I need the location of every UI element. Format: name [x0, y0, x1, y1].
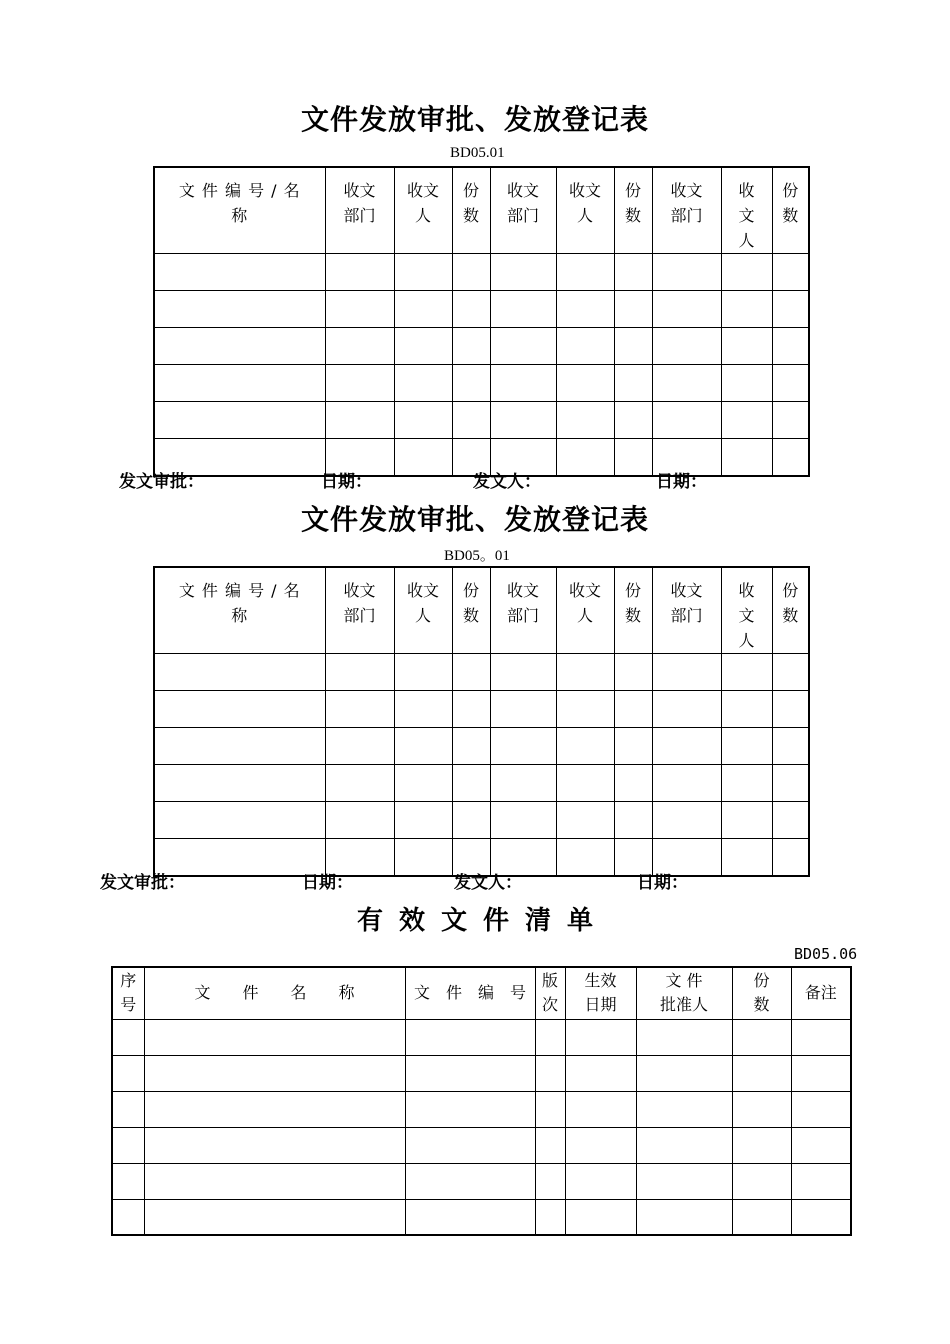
table-cell[interactable]: [154, 402, 325, 439]
table-cell[interactable]: [556, 765, 614, 802]
table-cell[interactable]: [394, 254, 452, 291]
table-row: [154, 402, 809, 439]
form2-header-text: 文: [738, 606, 755, 625]
table-cell[interactable]: [490, 802, 556, 839]
table-cell[interactable]: [394, 328, 452, 365]
table-row: [112, 1091, 851, 1127]
form2-header-text: 人: [738, 631, 755, 650]
form2-date1-label: 日期：: [302, 873, 353, 893]
table-cell[interactable]: [732, 1055, 791, 1091]
form3-header-cell: [732, 967, 791, 1019]
table-cell[interactable]: [154, 765, 325, 802]
form2-footer: [0, 868, 950, 892]
table-cell[interactable]: [394, 402, 452, 439]
form2-approval-label: 发文审批：: [100, 873, 185, 893]
form3-header-text: 日期: [584, 995, 617, 1015]
table-cell[interactable]: [452, 691, 490, 728]
table-cell[interactable]: [652, 802, 721, 839]
form1-header-text: 份: [782, 181, 799, 200]
form3-code: BD05.06: [794, 945, 858, 963]
table-cell[interactable]: [325, 765, 394, 802]
table-cell[interactable]: [732, 1127, 791, 1163]
form1-header-text: 部门: [343, 206, 376, 225]
form3-header-text: 文 件: [665, 971, 703, 991]
form2-header-text: 称: [231, 606, 249, 625]
table-cell[interactable]: [535, 1019, 565, 1055]
table-cell[interactable]: [144, 1163, 405, 1199]
form2-header-text: 份: [624, 581, 641, 600]
table-cell[interactable]: [791, 1055, 851, 1091]
table-cell[interactable]: [614, 654, 652, 691]
table-cell[interactable]: [791, 1163, 851, 1199]
form1-header-text: 人: [576, 206, 593, 225]
table-cell[interactable]: [490, 654, 556, 691]
table-cell[interactable]: [325, 254, 394, 291]
form1-header-text: 收文: [670, 181, 703, 200]
table-cell[interactable]: [405, 1019, 535, 1055]
table-cell[interactable]: [565, 1091, 636, 1127]
table-cell[interactable]: [144, 1019, 405, 1055]
form1-header-cell: [614, 167, 652, 254]
table-row: [154, 254, 809, 291]
table-cell[interactable]: [405, 1199, 535, 1235]
table-cell[interactable]: [452, 254, 490, 291]
table-cell[interactable]: [772, 728, 809, 765]
form3-header-cell: [112, 967, 144, 1019]
table-cell[interactable]: [732, 1019, 791, 1055]
form2-header-text: 收文: [568, 581, 601, 600]
form1-header-text: 文: [738, 206, 755, 225]
table-cell[interactable]: [154, 728, 325, 765]
table-cell[interactable]: [614, 328, 652, 365]
table-cell[interactable]: [636, 1055, 732, 1091]
table-cell[interactable]: [325, 728, 394, 765]
table-cell[interactable]: [112, 1055, 144, 1091]
form1-header-text: 人: [738, 231, 755, 250]
table-cell[interactable]: [614, 291, 652, 328]
table-row: [112, 1127, 851, 1163]
form2-header-cell: [652, 567, 721, 654]
form3-header-cell: [565, 967, 636, 1019]
table-cell[interactable]: [535, 1199, 565, 1235]
table-cell[interactable]: [144, 1199, 405, 1235]
form2-header-cell: [452, 567, 490, 654]
table-cell[interactable]: [565, 1019, 636, 1055]
form1-header-text: 收文: [568, 181, 601, 200]
form3-header-text: 批准人: [659, 995, 708, 1015]
form2-header-cell: [154, 567, 325, 654]
table-cell[interactable]: [556, 328, 614, 365]
form3-header-text: 生效: [584, 971, 617, 991]
table-cell[interactable]: [394, 365, 452, 402]
table-cell[interactable]: [452, 291, 490, 328]
table-row: [154, 291, 809, 328]
table-cell[interactable]: [535, 1091, 565, 1127]
table-row: [154, 691, 809, 728]
table-cell[interactable]: [652, 365, 721, 402]
table-cell[interactable]: [154, 291, 325, 328]
form1-date1-label: 日期：: [321, 472, 372, 492]
table-cell[interactable]: [556, 365, 614, 402]
form2-header-text: 数: [462, 606, 479, 625]
table-cell[interactable]: [614, 365, 652, 402]
form2-code: BD05。01: [444, 548, 510, 564]
table-cell[interactable]: [112, 1127, 144, 1163]
table-cell[interactable]: [556, 691, 614, 728]
form2-header-text: 文 件 编 号 / 名: [178, 581, 301, 600]
table-cell[interactable]: [636, 1019, 732, 1055]
table-cell[interactable]: [394, 654, 452, 691]
table-cell[interactable]: [154, 365, 325, 402]
form1-header-cell: [556, 167, 614, 254]
form2-date2-label: 日期：: [637, 873, 688, 893]
form1-header-text: 数: [782, 206, 799, 225]
table-cell[interactable]: [732, 1091, 791, 1127]
table-cell[interactable]: [652, 691, 721, 728]
table-cell[interactable]: [325, 328, 394, 365]
table-cell[interactable]: [144, 1127, 405, 1163]
table-cell[interactable]: [636, 1199, 732, 1235]
form2-header-text: 收: [738, 581, 755, 600]
table-cell[interactable]: [721, 254, 772, 291]
table-cell[interactable]: [721, 365, 772, 402]
table-row: [154, 654, 809, 691]
table-cell[interactable]: [452, 402, 490, 439]
form1-header-cell: [721, 167, 772, 254]
table-cell[interactable]: [112, 1091, 144, 1127]
table-row: [154, 802, 809, 839]
table-cell[interactable]: [556, 654, 614, 691]
table-cell[interactable]: [614, 765, 652, 802]
table-cell[interactable]: [452, 765, 490, 802]
table-row: [112, 1019, 851, 1055]
table-cell[interactable]: [614, 254, 652, 291]
table-cell[interactable]: [772, 402, 809, 439]
table-cell[interactable]: [791, 1091, 851, 1127]
table-cell[interactable]: [772, 365, 809, 402]
form1-header-text: 部门: [670, 206, 703, 225]
table-cell[interactable]: [452, 365, 490, 402]
table-cell[interactable]: [535, 1055, 565, 1091]
form2-header-text: 人: [414, 606, 431, 625]
form3-header-text: 文 件 名 称: [194, 983, 355, 1003]
form1-header-cell: [452, 167, 490, 254]
form3-header-cell: [144, 967, 405, 1019]
form1-header-text: 部门: [506, 206, 539, 225]
form1-header-text: 收: [738, 181, 755, 200]
form1-date2-label: 日期：: [656, 472, 707, 492]
form2-header-text: 收文: [506, 581, 539, 600]
form2-header-text: 份: [782, 581, 799, 600]
table-cell[interactable]: [325, 402, 394, 439]
table-cell[interactable]: [721, 402, 772, 439]
table-cell[interactable]: [556, 802, 614, 839]
table-row: [154, 728, 809, 765]
table-cell[interactable]: [721, 802, 772, 839]
table-cell[interactable]: [490, 728, 556, 765]
table-cell[interactable]: [535, 1127, 565, 1163]
table-cell[interactable]: [325, 654, 394, 691]
table-cell[interactable]: [556, 728, 614, 765]
table-cell[interactable]: [405, 1091, 535, 1127]
form3-header-cell: [535, 967, 565, 1019]
table-cell[interactable]: [144, 1091, 405, 1127]
form1-header-cell: [325, 167, 394, 254]
form2-header-text: 收文: [406, 581, 439, 600]
table-cell[interactable]: [721, 765, 772, 802]
table-cell[interactable]: [652, 765, 721, 802]
table-cell[interactable]: [732, 1163, 791, 1199]
table-cell[interactable]: [452, 328, 490, 365]
table-cell[interactable]: [565, 1055, 636, 1091]
form2-header-text: 数: [782, 606, 799, 625]
table-cell[interactable]: [490, 765, 556, 802]
form3-header-text: 版: [541, 971, 558, 991]
table-cell[interactable]: [772, 802, 809, 839]
table-cell[interactable]: [721, 691, 772, 728]
form3-table: [111, 966, 852, 1236]
table-cell[interactable]: [154, 802, 325, 839]
table-cell[interactable]: [325, 691, 394, 728]
form1-header-cell: [394, 167, 452, 254]
form1-header-cell: [490, 167, 556, 254]
table-row: [154, 328, 809, 365]
form2-header-cell: [614, 567, 652, 654]
form2-header-cell: [772, 567, 809, 654]
table-cell[interactable]: [325, 291, 394, 328]
form3-title: 有效文件清单: [356, 906, 609, 936]
table-row: [154, 765, 809, 802]
form3-header-text: 备注: [804, 983, 837, 1003]
form1-header-cell: [772, 167, 809, 254]
form1-header-text: 数: [624, 206, 641, 225]
table-row: [154, 365, 809, 402]
table-cell[interactable]: [565, 1163, 636, 1199]
table-cell[interactable]: [490, 365, 556, 402]
form2-header-cell: [490, 567, 556, 654]
table-cell[interactable]: [556, 291, 614, 328]
table-cell[interactable]: [452, 654, 490, 691]
table-cell[interactable]: [652, 291, 721, 328]
form3-header-text: 份: [753, 971, 770, 991]
form2-header-text: 份: [462, 581, 479, 600]
table-row: [112, 1163, 851, 1199]
form2-header-cell: [325, 567, 394, 654]
form2-header-cell: [394, 567, 452, 654]
table-cell[interactable]: [154, 254, 325, 291]
form1-footer: [0, 467, 950, 491]
form1-header-text: 收文: [506, 181, 539, 200]
table-cell[interactable]: [556, 254, 614, 291]
table-cell[interactable]: [565, 1127, 636, 1163]
form1-header-text: 收文: [343, 181, 376, 200]
table-cell[interactable]: [556, 402, 614, 439]
form3-header-text: 号: [120, 995, 137, 1015]
table-cell[interactable]: [772, 765, 809, 802]
table-cell[interactable]: [721, 728, 772, 765]
form1-header-row: [154, 167, 809, 254]
form2-header-text: 部门: [670, 606, 703, 625]
table-cell[interactable]: [452, 728, 490, 765]
form1-approval-label: 发文审批：: [119, 472, 204, 492]
form1-title: 文件发放审批、发放登记表: [300, 103, 649, 136]
form2-header-text: 数: [624, 606, 641, 625]
table-cell[interactable]: [772, 654, 809, 691]
table-cell[interactable]: [535, 1163, 565, 1199]
form1-header-text: 收文: [406, 181, 439, 200]
table-cell[interactable]: [772, 328, 809, 365]
form2-header-cell: [721, 567, 772, 654]
form1-header-cell: [652, 167, 721, 254]
form2-header-text: 部门: [506, 606, 539, 625]
table-cell[interactable]: [732, 1199, 791, 1235]
form3-header-row: [112, 967, 851, 1019]
table-cell[interactable]: [394, 691, 452, 728]
table-cell[interactable]: [490, 402, 556, 439]
table-cell[interactable]: [652, 728, 721, 765]
table-cell[interactable]: [652, 254, 721, 291]
table-cell[interactable]: [772, 691, 809, 728]
table-cell[interactable]: [614, 802, 652, 839]
table-cell[interactable]: [614, 402, 652, 439]
table-cell[interactable]: [394, 765, 452, 802]
table-cell[interactable]: [490, 691, 556, 728]
form2-title: 文件发放审批、发放登记表: [300, 503, 649, 536]
table-cell[interactable]: [614, 691, 652, 728]
table-cell[interactable]: [394, 802, 452, 839]
table-cell[interactable]: [721, 328, 772, 365]
table-cell[interactable]: [565, 1199, 636, 1235]
table-row: [112, 1055, 851, 1091]
form3-header-text: 文 件 编 号: [413, 983, 526, 1003]
form2-header-cell: [556, 567, 614, 654]
table-cell[interactable]: [144, 1055, 405, 1091]
table-cell[interactable]: [325, 365, 394, 402]
table-cell[interactable]: [112, 1019, 144, 1055]
table-cell[interactable]: [490, 328, 556, 365]
table-cell[interactable]: [154, 328, 325, 365]
form2-table: [153, 566, 810, 877]
form3-header-cell: [405, 967, 535, 1019]
form2-header-row: [154, 567, 809, 654]
table-cell[interactable]: [154, 654, 325, 691]
form1-issuer-label: 发文人：: [473, 472, 541, 492]
form1-header-text: 份: [624, 181, 641, 200]
table-cell[interactable]: [452, 802, 490, 839]
form1-header-text: 称: [231, 206, 249, 225]
form1-code: BD05.01: [450, 145, 505, 161]
table-cell[interactable]: [112, 1199, 144, 1235]
form3-header-text: 数: [753, 995, 770, 1015]
table-cell[interactable]: [636, 1091, 732, 1127]
table-cell[interactable]: [721, 654, 772, 691]
table-cell[interactable]: [636, 1163, 732, 1199]
table-cell[interactable]: [721, 291, 772, 328]
table-cell[interactable]: [772, 254, 809, 291]
form1-table: [153, 166, 810, 477]
table-cell[interactable]: [154, 691, 325, 728]
form2-issuer-label: 发文人：: [454, 873, 522, 893]
form1-header-text: 人: [414, 206, 431, 225]
table-cell[interactable]: [652, 654, 721, 691]
table-cell[interactable]: [652, 328, 721, 365]
form3-header-text: 次: [541, 995, 558, 1015]
table-cell[interactable]: [614, 728, 652, 765]
table-cell[interactable]: [112, 1163, 144, 1199]
form3-header-cell: [791, 967, 851, 1019]
form2-header-text: 收文: [343, 581, 376, 600]
table-cell[interactable]: [405, 1127, 535, 1163]
table-cell[interactable]: [405, 1163, 535, 1199]
table-cell[interactable]: [791, 1019, 851, 1055]
form2-header-text: 收文: [670, 581, 703, 600]
table-cell[interactable]: [791, 1127, 851, 1163]
form2-header-text: 部门: [343, 606, 376, 625]
form2-header-text: 人: [576, 606, 593, 625]
form3-header-cell: [636, 967, 732, 1019]
table-cell[interactable]: [791, 1199, 851, 1235]
table-cell[interactable]: [636, 1127, 732, 1163]
form3-header-text: 序: [120, 971, 137, 991]
table-cell[interactable]: [772, 291, 809, 328]
table-cell[interactable]: [490, 254, 556, 291]
table-row: [112, 1199, 851, 1235]
table-cell[interactable]: [490, 291, 556, 328]
table-cell[interactable]: [652, 402, 721, 439]
form1-header-text: 份: [462, 181, 479, 200]
form1-header-cell: [154, 167, 325, 254]
form1-header-text: 数: [462, 206, 479, 225]
form1-header-text: 文 件 编 号 / 名: [178, 181, 301, 200]
table-cell[interactable]: [394, 728, 452, 765]
table-cell[interactable]: [394, 291, 452, 328]
table-cell[interactable]: [325, 802, 394, 839]
table-cell[interactable]: [405, 1055, 535, 1091]
